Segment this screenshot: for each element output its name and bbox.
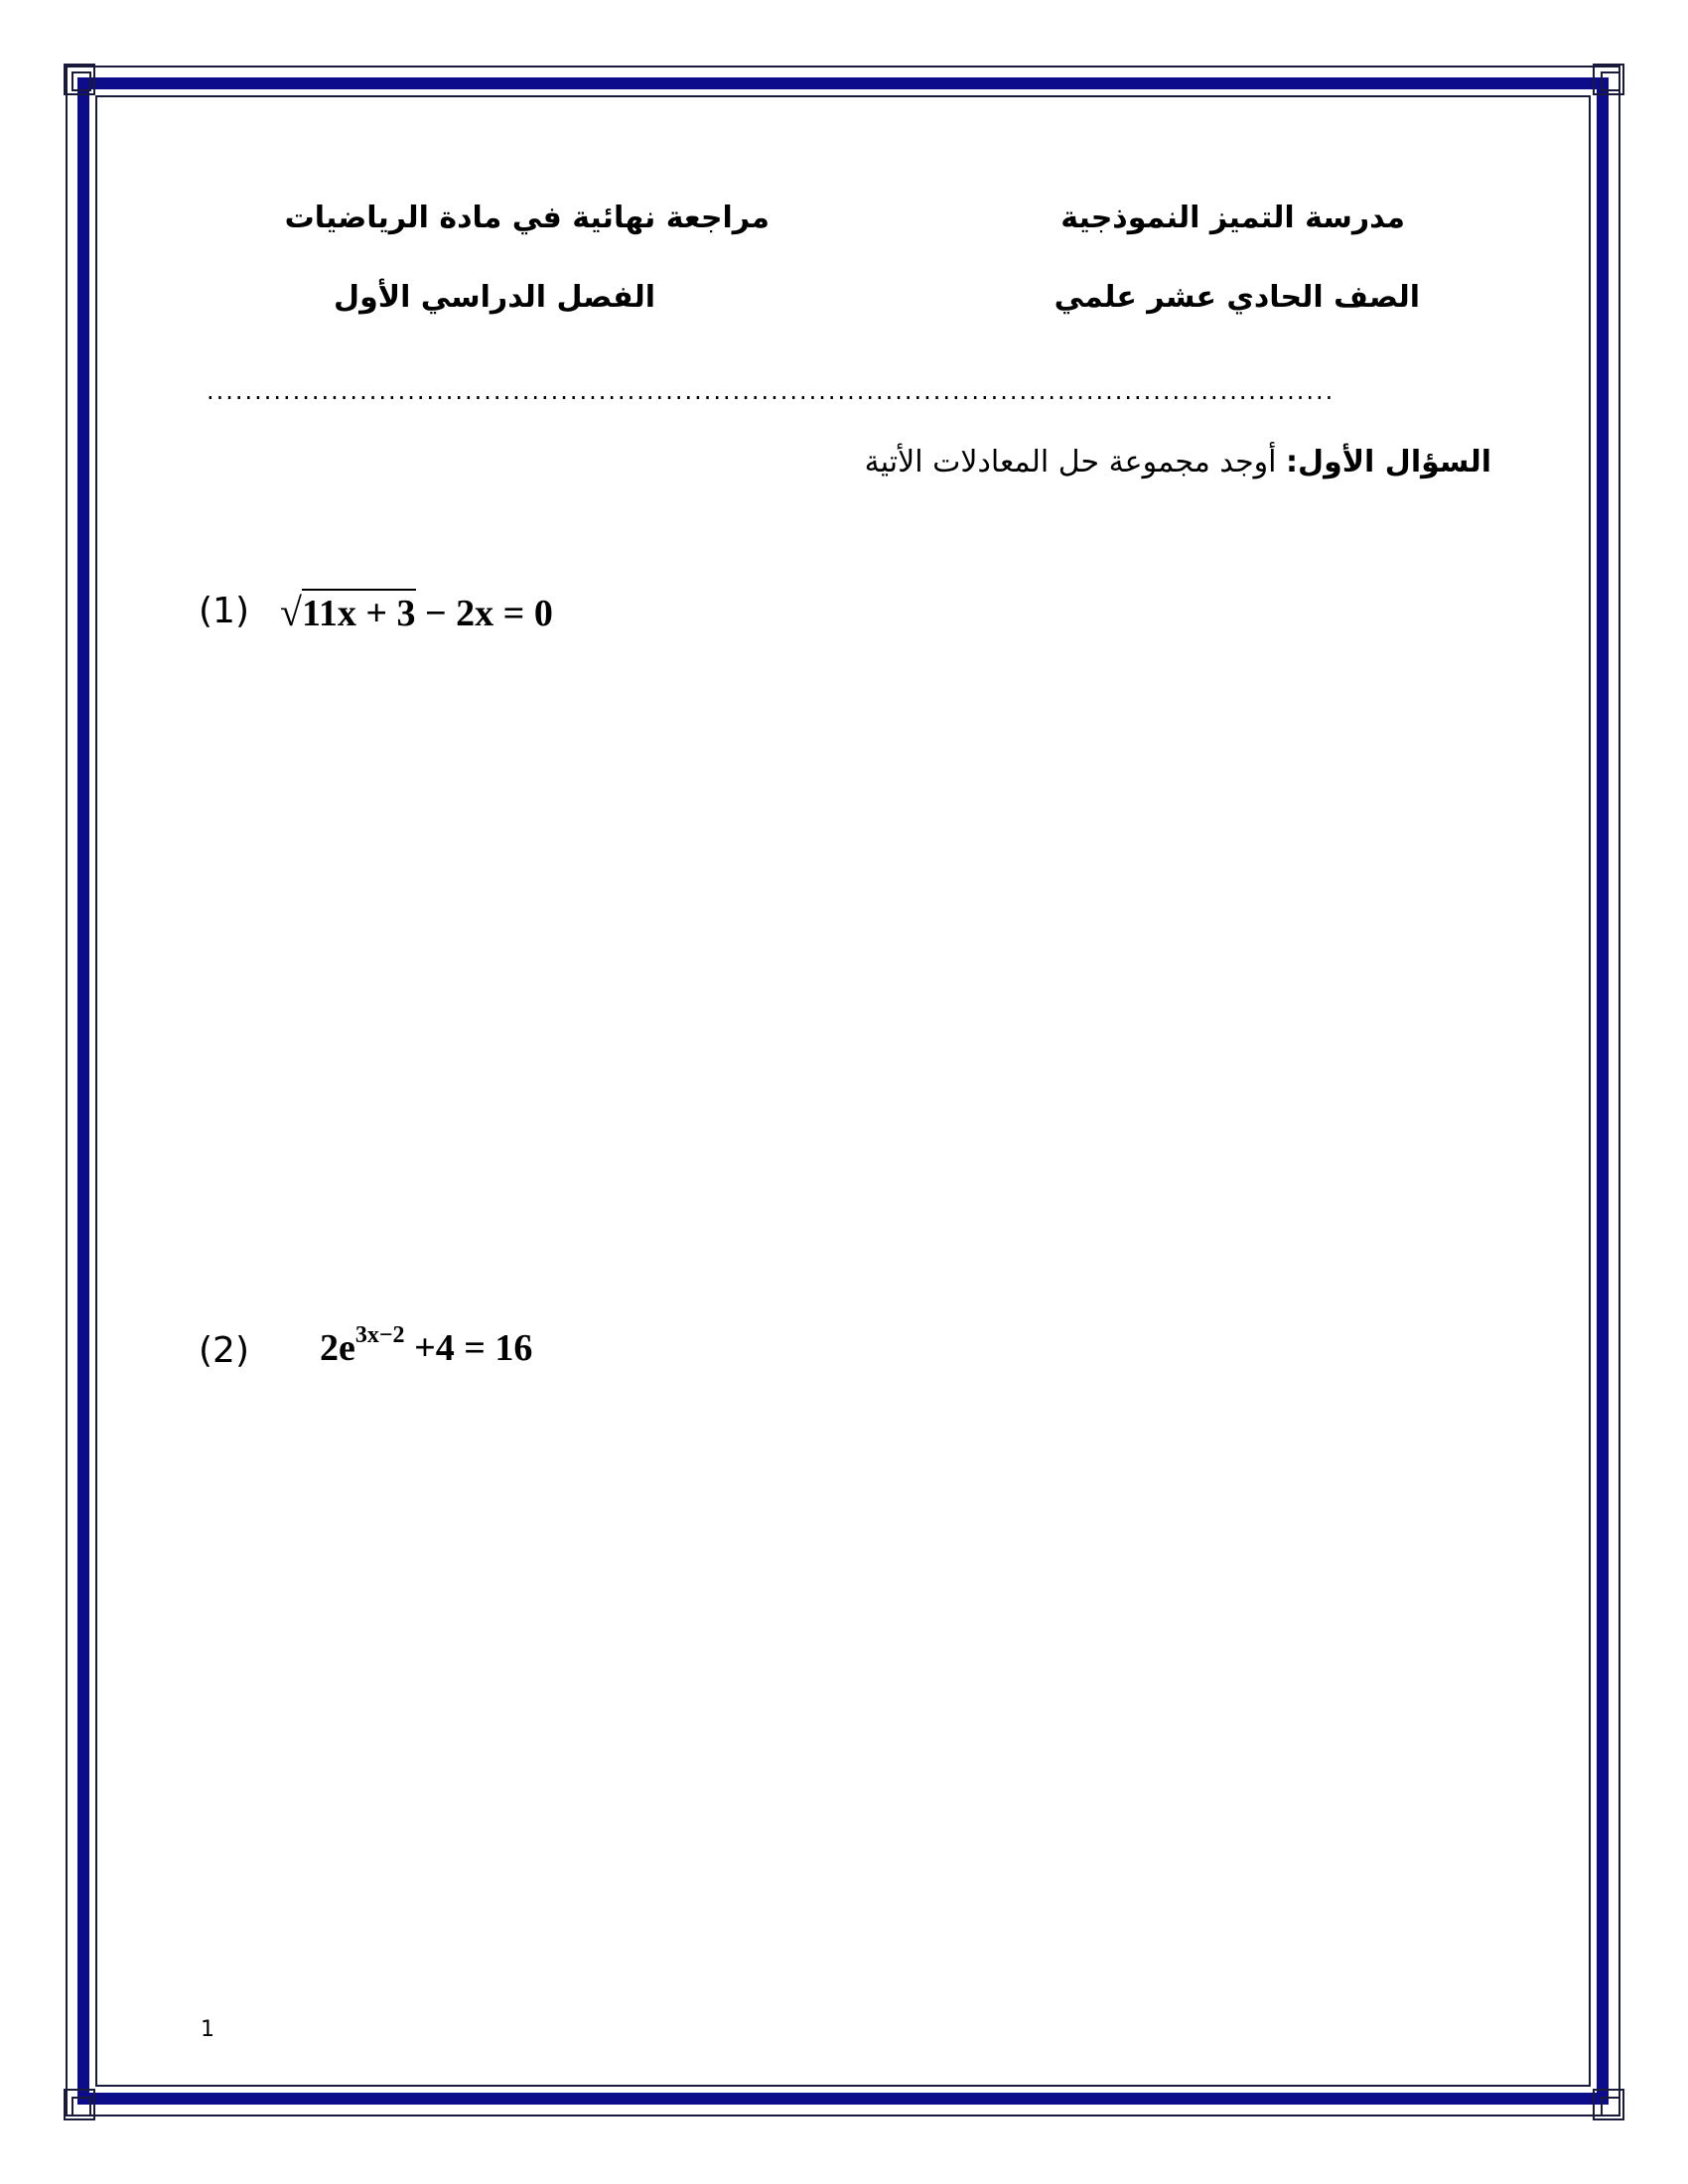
problem-1-radicand: 11x + 3 bbox=[302, 589, 416, 634]
school-name: مدرسة التميز النموذجية bbox=[1060, 201, 1405, 235]
question-heading bbox=[865, 445, 1491, 479]
problem-1-equation bbox=[280, 589, 553, 635]
border-corner-bottom-left bbox=[64, 2089, 95, 2120]
border-corner-top-right bbox=[1593, 64, 1624, 95]
problem-1-number: (1) bbox=[199, 591, 249, 631]
problem-2-base: 2e bbox=[320, 1327, 355, 1369]
page-number: 1 bbox=[201, 2017, 214, 2042]
border-corner-top-left bbox=[64, 64, 95, 95]
semester-label: الفصل الدراسي الأول bbox=[334, 280, 655, 315]
problem-1-rest: − 2x = 0 bbox=[415, 593, 553, 634]
dotted-separator: ...................................................................................................................... bbox=[207, 377, 1336, 405]
review-title: مراجعة نهائية في مادة الرياضيات bbox=[284, 201, 770, 235]
problem-2-rest: +4 = 16 bbox=[404, 1327, 533, 1369]
question-label: السؤال الأول: bbox=[1286, 445, 1491, 479]
square-root-icon: √ bbox=[280, 590, 302, 634]
problem-2-number: (2) bbox=[199, 1330, 249, 1371]
problem-2-exponent: 3x−2 bbox=[354, 1322, 405, 1349]
border-corner-bottom-right bbox=[1593, 2089, 1624, 2120]
problem-2-equation bbox=[320, 1322, 533, 1370]
grade-level: الصف الحادي عشر علمي bbox=[1054, 280, 1420, 315]
question-text: أوجد مجموعة حل المعادلات الأتية bbox=[864, 445, 1287, 479]
